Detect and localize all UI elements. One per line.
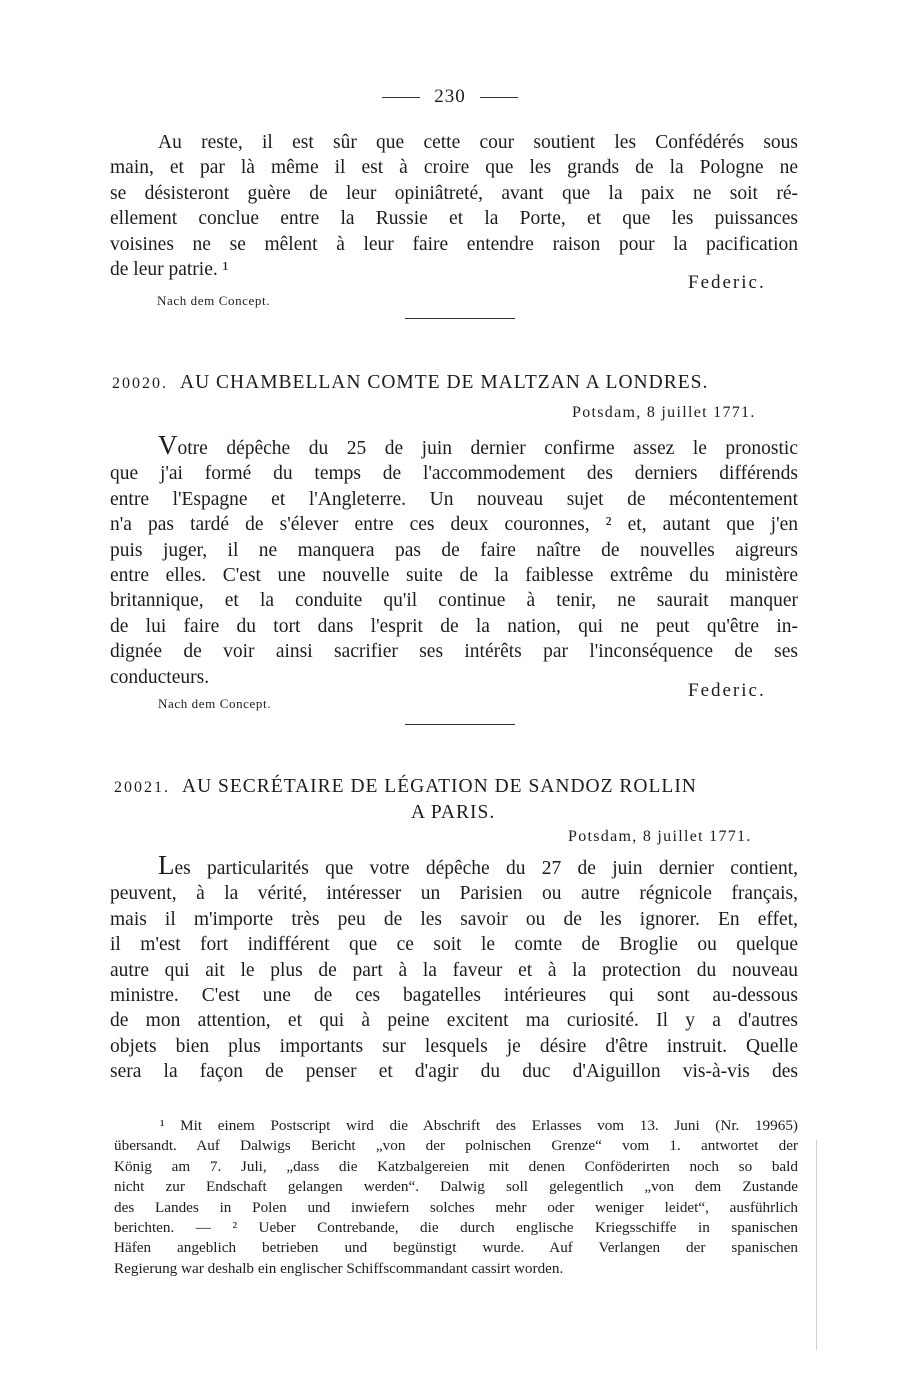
text-line: que j'ai formé du temps de l'accommodement des derniers différends	[110, 463, 798, 485]
drop-cap: V	[158, 430, 178, 460]
text-line: peuvent, à la vérité, intéresser un Parisien ou autre régnicole français,	[110, 883, 798, 905]
letter-body	[110, 430, 798, 690]
text-line: se désisteront guère de leur opiniâtreté, avant que la paix ne soit ré-	[110, 182, 798, 204]
text-line: dignée de voir ainsi sacrifier ses intérêts par l'inconséquence de ses	[110, 641, 798, 663]
letter-heading	[112, 372, 708, 394]
footnote-line: nicht zur Endschaft gelangen werden“. Dalwig soll gelegentlich „von dem Zustande	[114, 1178, 798, 1196]
text-line: de leur patrie. ¹	[110, 259, 229, 281]
section-divider	[405, 724, 515, 725]
text-line: puis juger, il ne manquera pas de faire naître de nouvelles aigreurs	[110, 539, 798, 561]
previous-letter-ending	[110, 130, 798, 282]
letter-heading-continued: A PARIS.	[411, 802, 496, 823]
page-header	[0, 86, 900, 108]
text-line: ministre. C'est une de ces bagatelles intérieures qui sont au-dessous	[110, 985, 798, 1007]
text-line: britannique, et la conduite qu'il continue à tenir, ne saurait manquer	[110, 590, 798, 612]
footnote-line: berichten. — ² Ueber Contrebande, die durch englische Kriegsschiffe in spanischen	[114, 1219, 798, 1237]
header-dash-left	[382, 97, 420, 98]
footnotes	[114, 1116, 798, 1279]
footnote-line: des Landes in Polen und inwiefern solches mehr oder weniger leidet“, ausführlich	[114, 1198, 798, 1216]
letter-dateline: Potsdam, 8 juillet 1771.	[568, 828, 752, 845]
text-line: conducteurs.	[110, 666, 210, 688]
letter-dateline: Potsdam, 8 juillet 1771.	[572, 404, 756, 421]
source-note: Nach dem Concept.	[158, 696, 272, 711]
text-line: objets bien plus importants sur lesquels je désire d'être instruit. Quelle	[110, 1035, 798, 1057]
text-line: Les particularités que votre dépêche du 27 de juin dernier contient,	[158, 850, 798, 880]
letter-title: AU CHAMBELLAN COMTE DE MALTZAN A LONDRES.	[180, 372, 709, 393]
text-line: il m'est fort indifférent que ce soit le comte de Broglie ou quelque	[110, 934, 798, 956]
footnote-line: Häfen angeblich betrieben und begünstigt wurde. Auf Verlangen der spanischen	[114, 1239, 798, 1257]
text-line: Votre dépêche du 25 de juin dernier confirme assez le pronostic	[158, 430, 798, 460]
drop-cap: L	[158, 850, 175, 880]
text-line: Au reste, il est sûr que cette cour soutient les Confédérés sous	[158, 132, 798, 153]
page-number: 230	[434, 86, 466, 107]
section-divider	[405, 318, 515, 319]
footnote-line: Regierung war deshalb ein englischer Schiffscommandant cassirt worden.	[114, 1259, 564, 1277]
footnote-line: übersandt. Auf Dalwigs Bericht „von der polnischen Grenze“ vom 1. antwortet der	[114, 1137, 798, 1155]
text-line: entre elles. C'est une nouvelle suite de la faiblesse extrême du ministère	[110, 565, 798, 587]
footnote-line: König am 7. Juli, „dass die Katzbalgereien mit denen Conföderirten noch so bald	[114, 1157, 798, 1175]
text-line: mais il m'importe très peu de les savoir ou de les ignorer. En effet,	[110, 908, 798, 930]
footnote-line: ¹ Mit einem Postscript wird die Abschrift des Erlasses vom 13. Juni (Nr. 19965)	[160, 1117, 798, 1134]
page-edge-line	[816, 1140, 817, 1350]
letter-heading	[114, 776, 697, 798]
text-line: sera la façon de penser et d'agir du duc d'Aiguillon vis-à-vis des	[110, 1061, 798, 1083]
text-line: entre l'Espagne et l'Angleterre. Un nouveau sujet de mécontentement	[110, 488, 798, 510]
letter-title: AU SECRÉTAIRE DE LÉGATION DE SANDOZ ROLLIN	[182, 776, 697, 797]
letter-number: 20020.	[112, 375, 168, 392]
letter-body	[110, 850, 798, 1085]
text-line: de mon attention, et qui à peine excitent ma curiosité. Il y a d'autres	[110, 1010, 798, 1032]
text-line: ellement conclue entre la Russie et la Porte, et que les puissances	[110, 208, 798, 230]
text-line: de lui faire du tort dans l'esprit de la nation, qui ne peut qu'être in-	[110, 615, 798, 637]
letter-number: 20021.	[114, 779, 170, 796]
signature: Federic.	[688, 272, 766, 293]
source-note: Nach dem Concept.	[157, 293, 271, 308]
text-line: main, et par là même il est à croire que les grands de la Pologne ne	[110, 157, 798, 179]
signature: Federic.	[688, 680, 766, 701]
text-line: autre qui ait le plus de part à la faveur et à la protection du nouveau	[110, 959, 798, 981]
text-line: n'a pas tardé de s'élever entre ces deux couronnes, ² et, autant que j'en	[110, 514, 798, 536]
header-dash-right	[480, 97, 518, 98]
text-line: voisines ne se mêlent à leur faire entendre raison pour la pacification	[110, 233, 798, 255]
